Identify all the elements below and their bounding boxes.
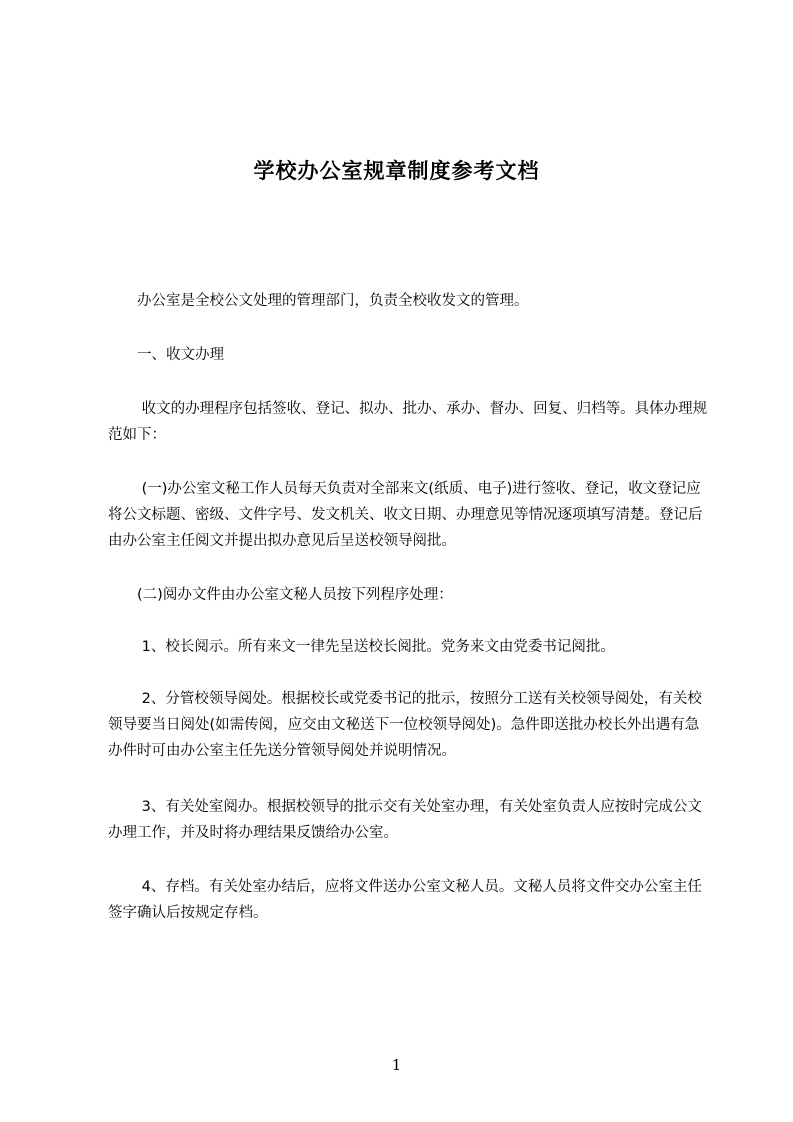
paragraph-step-4: 4、存档。有关处室办结后，应将文件送办公室文秘人员。文秘人员将文件交办公室主任签字确认后按规定存档。 [108,879,702,921]
paragraph-intro: 办公室是全校公文处理的管理部门，负责全校收发文的管理。 [108,293,529,309]
section-heading-receiving: 一、收文办理 [108,347,224,363]
paragraph-step-3: 3、有关处室阅办。根据校领导的批示交有关处室办理，有关处室负责人应按时完成公文办理工作，并及时将办理结果反馈给办公室。 [108,799,702,841]
document-title: 学校办公室规章制度参考文档 [253,159,540,184]
paragraph-step-1: 1、校长阅示。所有来文一律先呈送校长阅批。党务来文由党委书记阅批。 [108,639,615,655]
paragraph-step-2: 2、分管校领导阅处。根据校长或党委书记的批示，按照分工送有关校领导阅处，有关校领导要当日阅处(如需传阅，应交由文秘送下一位校领导阅处)。急件即送批办校长外出遇有急办件时可由办公室主任先送分管领导阅处并说明情况。 [108,691,702,759]
paragraph-item-1: (一)办公室文秘工作人员每天负责对全部来文(纸质、电子)进行签收、登记，收文登记应将公文标题、密级、文件字号、发文机关、收文日期、办理意见等情况逐项填写清楚。登记后由办公室主任阅文并提出拟办意见后呈送校领导阅批。 [108,481,703,549]
paragraph-procedure: 收文的办理程序包括签收、登记、拟办、批办、承办、督办、回复、归档等。具体办理规范如下： [108,401,708,443]
page-number: 1 [391,1056,402,1074]
paragraph-item-2: (二)阅办文件由办公室文秘人员按下列程序处理： [108,587,453,603]
